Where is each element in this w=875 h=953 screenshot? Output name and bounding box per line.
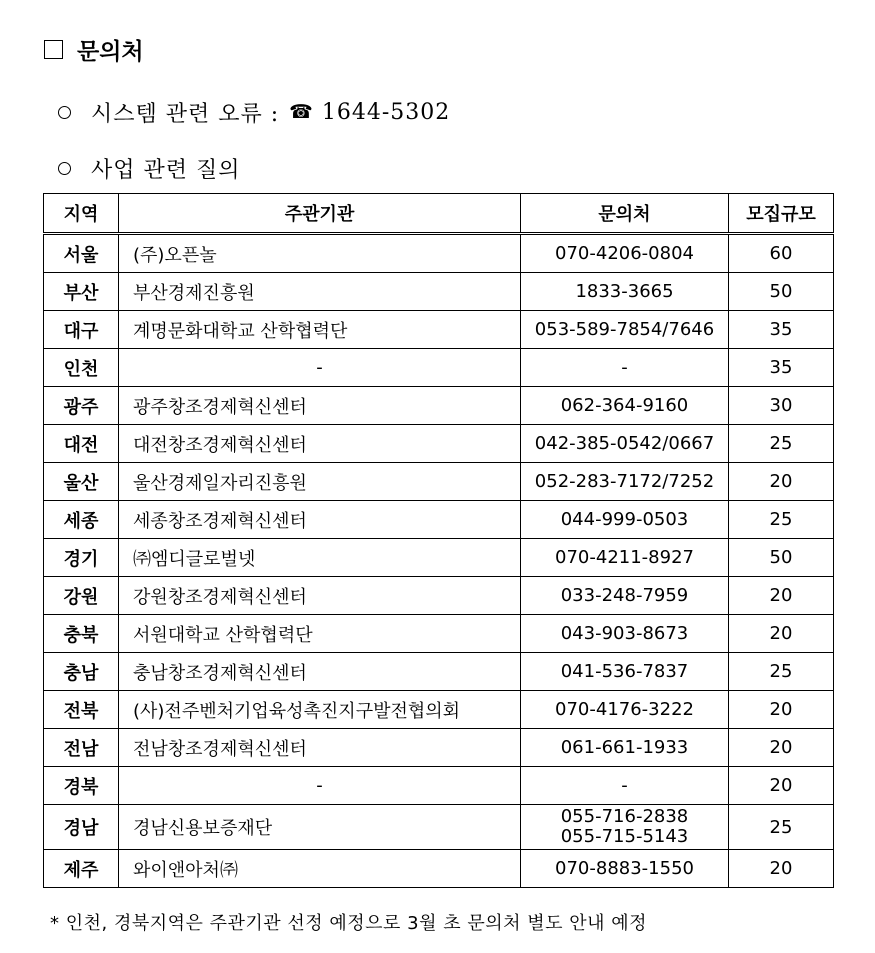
section-title: 문의처 <box>77 38 144 65</box>
table-row <box>44 729 834 767</box>
section-heading <box>44 34 144 64</box>
region-cell: 세종 <box>44 501 119 539</box>
table-row <box>44 850 834 888</box>
quota-cell: 25 <box>729 805 834 850</box>
org-cell: 전남창조경제혁신센터 <box>119 729 521 767</box>
org-cell: - <box>119 767 521 805</box>
quota-cell: 25 <box>729 653 834 691</box>
business-inquiry-line <box>58 152 241 184</box>
quota-cell: 20 <box>729 767 834 805</box>
quota-cell: 50 <box>729 273 834 311</box>
telephone-icon: ☎ <box>289 101 314 123</box>
phone-number: 062-364-9160 <box>560 394 689 416</box>
quota-cell: 20 <box>729 463 834 501</box>
phone-number: 1833-3665 <box>575 280 674 302</box>
org-cell: (사)전주벤처기업육성촉진지구발전협의회 <box>119 691 521 729</box>
phone-number: 070-4206-0804 <box>555 242 694 264</box>
circle-bullet-icon <box>58 106 71 119</box>
org-cell: (주)오픈놀 <box>119 234 521 273</box>
org-cell: 강원창조경제혁신센터 <box>119 577 521 615</box>
region-cell: 대전 <box>44 425 119 463</box>
phone-cell <box>521 311 729 349</box>
table-row <box>44 463 834 501</box>
org-cell: 세종창조경제혁신센터 <box>119 501 521 539</box>
org-cell: 충남창조경제혁신센터 <box>119 653 521 691</box>
phone-number: 061-661-1933 <box>560 736 689 758</box>
region-cell: 대구 <box>44 311 119 349</box>
table-row <box>44 767 834 805</box>
phone-number: 043-903-8673 <box>560 622 689 644</box>
footnote: * 인천, 경북지역은 주관기관 선정 예정으로 3월 초 문의처 별도 안내 예정 <box>50 913 647 934</box>
region-cell: 충남 <box>44 653 119 691</box>
phone-number: 041-536-7837 <box>560 660 689 682</box>
phone-number: 070-8883-1550 <box>555 857 694 879</box>
phone-cell <box>521 501 729 539</box>
org-cell: 광주창조경제혁신센터 <box>119 387 521 425</box>
table-header <box>44 194 834 234</box>
quota-cell: 20 <box>729 577 834 615</box>
phone-cell <box>521 805 729 850</box>
phone-cell <box>521 387 729 425</box>
circle-bullet-icon <box>58 162 71 175</box>
table-row <box>44 387 834 425</box>
table-row <box>44 691 834 729</box>
phone-number: 055-716-2838 <box>560 806 689 827</box>
phone-cell <box>521 234 729 273</box>
header-org: 주관기관 <box>119 194 521 234</box>
org-cell: ㈜엠디글로벌넷 <box>119 539 521 577</box>
region-cell: 부산 <box>44 273 119 311</box>
quota-cell: 25 <box>729 501 834 539</box>
table-row <box>44 805 834 850</box>
phone-cell <box>521 767 729 805</box>
org-cell: 부산경제진흥원 <box>119 273 521 311</box>
quota-cell: 35 <box>729 311 834 349</box>
table-row <box>44 539 834 577</box>
org-cell: 와이앤아처㈜ <box>119 850 521 888</box>
phone-cell <box>521 273 729 311</box>
phone-cell <box>521 729 729 767</box>
phone-number: 042-385-0542/0667 <box>534 432 715 454</box>
table-row <box>44 234 834 273</box>
table-row <box>44 311 834 349</box>
phone-number: 070-4176-3222 <box>555 698 694 720</box>
phone-number: 070-4211-8927 <box>555 546 694 568</box>
org-cell: - <box>119 349 521 387</box>
quota-cell: 50 <box>729 539 834 577</box>
region-cell: 경기 <box>44 539 119 577</box>
header-region: 지역 <box>44 194 119 234</box>
table-row <box>44 577 834 615</box>
phone-cell <box>521 653 729 691</box>
region-cell: 울산 <box>44 463 119 501</box>
quota-cell: 20 <box>729 729 834 767</box>
region-cell: 강원 <box>44 577 119 615</box>
quota-cell: 30 <box>729 387 834 425</box>
system-error-phone: 1644-5302 <box>321 99 451 125</box>
region-cell: 전북 <box>44 691 119 729</box>
table-row <box>44 501 834 539</box>
table-row <box>44 615 834 653</box>
org-cell: 계명문화대학교 산학협력단 <box>119 311 521 349</box>
phone-number: 055-715-5143 <box>560 826 689 847</box>
table-body <box>44 234 834 888</box>
phone-number: 052-283-7172/7252 <box>534 470 715 492</box>
region-cell: 서울 <box>44 234 119 273</box>
org-cell: 울산경제일자리진흥원 <box>119 463 521 501</box>
system-error-label: 시스템 관련 오류 : <box>91 101 280 127</box>
phone-number: 044-999-0503 <box>560 508 689 530</box>
header-phone: 문의처 <box>521 194 729 234</box>
contact-table <box>43 193 834 888</box>
phone-cell <box>521 463 729 501</box>
region-cell: 제주 <box>44 850 119 888</box>
quota-cell: 20 <box>729 850 834 888</box>
quota-cell: 25 <box>729 425 834 463</box>
region-cell: 광주 <box>44 387 119 425</box>
quota-cell: 60 <box>729 234 834 273</box>
region-cell: 인천 <box>44 349 119 387</box>
phone-cell <box>521 691 729 729</box>
phone-cell <box>521 425 729 463</box>
org-cell: 경남신용보증재단 <box>119 805 521 850</box>
table-row <box>44 425 834 463</box>
org-cell: 대전창조경제혁신센터 <box>119 425 521 463</box>
table-row <box>44 349 834 387</box>
region-cell: 경남 <box>44 805 119 850</box>
phone-number: - <box>621 356 628 378</box>
quota-cell: 35 <box>729 349 834 387</box>
phone-cell <box>521 850 729 888</box>
region-cell: 전남 <box>44 729 119 767</box>
phone-number: - <box>621 774 628 796</box>
business-inquiry-label: 사업 관련 질의 <box>91 157 241 183</box>
phone-number: 033-248-7959 <box>560 584 689 606</box>
phone-cell <box>521 539 729 577</box>
phone-cell <box>521 615 729 653</box>
system-error-line <box>58 96 450 128</box>
checkbox-square-icon <box>44 40 63 59</box>
table-row <box>44 273 834 311</box>
quota-cell: 20 <box>729 691 834 729</box>
org-cell: 서원대학교 산학협력단 <box>119 615 521 653</box>
quota-cell: 20 <box>729 615 834 653</box>
region-cell: 충북 <box>44 615 119 653</box>
header-quota: 모집규모 <box>729 194 834 234</box>
phone-cell <box>521 577 729 615</box>
phone-cell <box>521 349 729 387</box>
phone-number: 053-589-7854/7646 <box>534 318 715 340</box>
table-row <box>44 653 834 691</box>
region-cell: 경북 <box>44 767 119 805</box>
